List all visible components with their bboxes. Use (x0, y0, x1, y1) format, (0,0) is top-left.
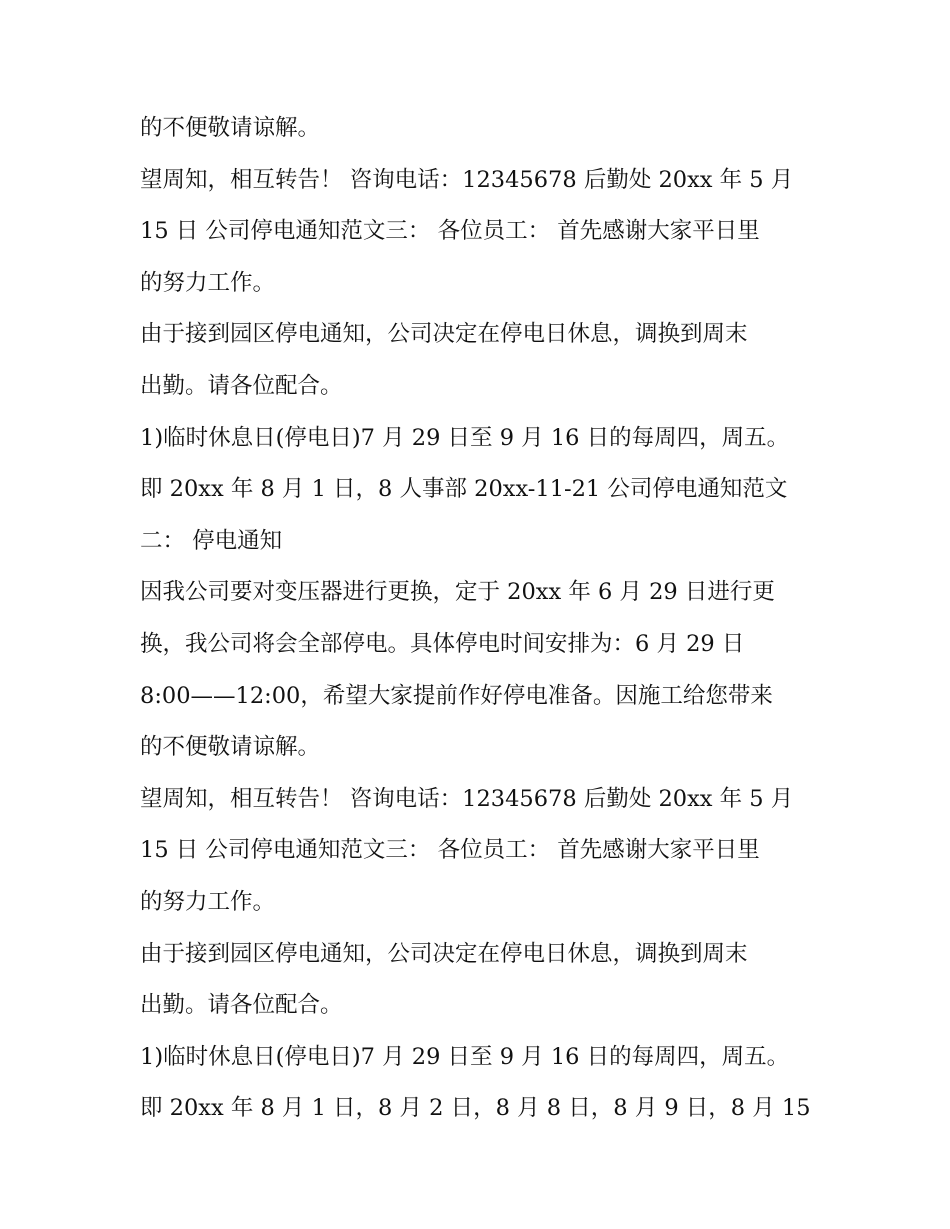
text-line: 出勤。请各位配合。 (140, 372, 343, 399)
text-line: 二： 停电通知 (140, 527, 283, 554)
text-line: 因我公司要对变压器进行更换，定于 20xx 年 6 月 29 日进行更 (140, 579, 775, 606)
text-line: 8:00——12:00，希望大家提前作好停电准备。因施工给您带来 (140, 682, 773, 709)
text-line: 15 日 公司停电通知范文三： 各位员工： 首先感谢大家平日里 (140, 218, 760, 245)
text-line: 1)临时休息日(停电日)7 月 29 日至 9 月 16 日的每周四，周五。 (140, 424, 790, 451)
text-line: 1)临时休息日(停电日)7 月 29 日至 9 月 16 日的每周四，周五。 (140, 1043, 790, 1070)
text-line: 即 20xx 年 8 月 1 日，8 月 2 日，8 月 8 日，8 月 9 日，8 月 15 (140, 1095, 811, 1122)
text-line: 望周知，相互转告！ 咨询电话：12345678 后勤处 20xx 年 5 月 (140, 785, 794, 812)
text-line: 的努力工作。 (140, 888, 276, 915)
text-line: 即 20xx 年 8 月 1 日，8 人事部 20xx-11-21 公司停电通知范文 (140, 476, 788, 503)
text-line: 换，我公司将会全部停电。具体停电时间安排为：6 月 29 日 (140, 630, 745, 657)
text-line: 的不便敬请谅解。 (140, 115, 321, 141)
text-line: 由于接到园区停电通知，公司决定在停电日休息，调换到周末 (140, 940, 748, 967)
text-line: 15 日 公司停电通知范文三： 各位员工： 首先感谢大家平日里 (140, 837, 760, 864)
text-line: 的不便敬请谅解。 (140, 734, 321, 761)
text-line: 由于接到园区停电通知，公司决定在停电日休息，调换到周末 (140, 321, 748, 348)
text-line: 望周知，相互转告！ 咨询电话：12345678 后勤处 20xx 年 5 月 (140, 166, 794, 193)
text-line: 的努力工作。 (140, 269, 276, 296)
text-line: 出勤。请各位配合。 (140, 992, 343, 1019)
document-body (140, 103, 840, 1135)
